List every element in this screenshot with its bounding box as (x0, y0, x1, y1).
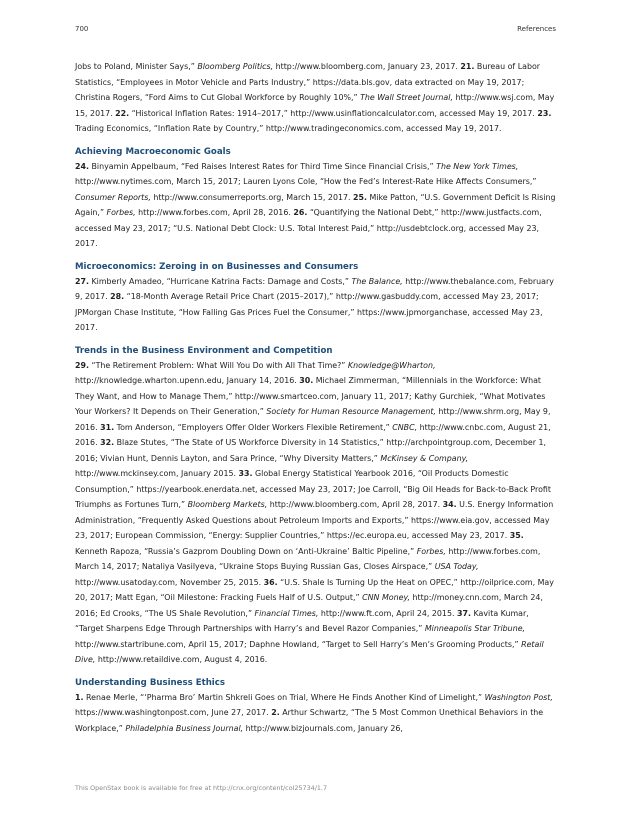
publication-title: Consumer Reports, (75, 192, 151, 202)
reference-text: “U.S. Shale Is Turning Up the Heat on OPEC,” http://oilprice.com, May 20, 2017; Matt Egan, “Oil Milestone: Fracking Fuels Half of U.S. Output,” (75, 577, 554, 602)
publication-title: McKinsey & Company, (380, 453, 469, 463)
reference-section (75, 345, 556, 668)
reference-text: Kenneth Rapoza, “Russia’s Gazprom Doubling Down on ‘Anti-Ukraine’ Baltic Pipeline,” (75, 546, 417, 556)
section-heading: Achieving Macroeconomic Goals (75, 146, 231, 157)
section-heading: Understanding Business Ethics (75, 677, 225, 688)
reference-text: http://www.mckinsey.com, January 2015. (75, 469, 239, 478)
publication-title: Retail Dive, (75, 639, 544, 664)
reference-text: Kavita Kumar, “Target Sharpens Edge Through Partnerships with Harry’s and Bevel Razor Companies,” (75, 608, 529, 633)
reference-text: “The Retirement Problem: What Will You Do with All That Time?” (88, 360, 348, 370)
reference-text: http://www.nytimes.com, March 15, 2017; Lauren Lyons Cole, “How the Fed’s Interest-Rate Hike Affects Consumers,” (75, 177, 537, 186)
reference-text: Renae Merle, “‘Pharma Bro’ Martin Shkreli Goes on Trial, Where He Finds Another Kind of Limelight,” (83, 692, 485, 702)
reference-text: http://www.usatoday.com, November 25, 2015. (75, 577, 264, 587)
reference-text: Blaze Stutes, “The State of US Workforce Diversity in 14 Statistics,” http://archpointgroup.com, December 1, 2016; Vivian Hunt, Dennis Layton, and Sara Prince, “Why Diversity Matters,” (75, 438, 546, 463)
reference-number: 35. (509, 531, 524, 540)
reference-number: 23. (537, 108, 552, 118)
reference-text: http://www.thebalance.com, February 9, 2017. (75, 276, 554, 301)
publication-title: Forbes, (416, 546, 446, 556)
reference-text: Mike Patton, “U.S. Government Deficit Is Rising Again,” (75, 192, 556, 217)
reference-text: Tom Anderson, “Employers Offer Older Workers Flexible Retirement,” (114, 422, 393, 432)
reference-number: 25. (353, 192, 368, 202)
section-paragraph (75, 690, 556, 737)
reference-text: http://www.consumerreports.org, March 15, 2017. (150, 192, 354, 202)
reference-number: 34. (442, 500, 457, 509)
reference-text: http://www.bizjournals.com, January 26, (243, 723, 403, 733)
reference-number: 27. (75, 276, 89, 286)
reference-number: 31. (100, 422, 115, 432)
publication-title: Forbes, (106, 208, 136, 217)
reference-number: 2. (271, 708, 280, 717)
footer-note: This OpenStax book is available for free at http://cnx.org/content/col25734/1.7 (75, 784, 328, 792)
publication-title: The Balance, (351, 276, 403, 286)
references-body (75, 59, 556, 736)
section-heading: Trends in the Business Environment and Competition (75, 345, 333, 356)
reference-number: 37. (457, 608, 471, 618)
publication-title: Minneapolis Star Tribune, (424, 624, 526, 633)
reference-text: http://www.ft.com, April 24, 2015. (318, 608, 457, 618)
reference-number: 22. (115, 108, 130, 118)
reference-text: http://www.bloomberg.com, April 28, 2017. (267, 500, 443, 509)
reference-text: http://www.wsj.com, May 15, 2017. (75, 93, 555, 118)
publication-title: Bloomberg Politics, (197, 62, 274, 71)
reference-number: 36. (263, 577, 278, 587)
reference-text: https://www.washingtonpost.com, June 27, 2017. (75, 708, 272, 717)
publication-title: CNBC, (392, 422, 418, 432)
publication-title: Financial Times, (254, 608, 319, 618)
reference-number: 1. (75, 692, 84, 702)
publication-title: Washington Post, (484, 692, 553, 702)
reference-text: Arthur Schwartz, “The 5 Most Common Unethical Behaviors in the Workplace,” (75, 708, 544, 733)
reference-text: http://www.shrm.org, May 9, 2016. (75, 407, 551, 432)
reference-text: Jobs to Poland, Minister Says,” (75, 62, 198, 71)
publication-title: Bloomberg Markets, (187, 500, 268, 509)
publication-title: CNN Money, (362, 593, 411, 602)
reference-text: http://knowledge.wharton.upenn.edu, January 14, 2016. (75, 376, 300, 385)
publication-title: Philadelphia Business Journal, (125, 723, 244, 733)
reference-text: Michael Zimmerman, “Millennials in the Workforce: What They Want, and How to Manage Them,” http://www.smartceo.com, January 11, 2017; Kathy Gurchiek, “What Motivates Your Workers? It Depends on Their Generation,” (75, 376, 546, 416)
reference-text: Global Energy Statistical Yearbook 2016, “Oil Products Domestic Consumption,” https://yearbook.enerdata.net, accessed May 23, 2017; Joe Carroll, “Big Oil Heads for Back-to-Back Profit Triumphs as Fortunes Turn,” (75, 469, 551, 509)
reference-text: http://www.forbes.com, March 14, 2017; Nataliya Vasilyeva, “Ukraine Stops Buying Russian Gas, Closes Airspace,” (75, 546, 541, 571)
reference-text: Kimberly Amadeo, “Hurricane Katrina Facts: Damage and Costs,” (88, 276, 352, 286)
reference-number: 21. (460, 62, 475, 71)
reference-text: http://www.cnbc.com, August 21, 2016. (75, 422, 551, 447)
publication-title: USA Today, (434, 562, 479, 571)
section-paragraph (75, 159, 556, 252)
reference-number: 29. (75, 360, 89, 370)
reference-section (75, 146, 556, 252)
reference-text: http://money.cnn.com, March 24, 2016; Ed Crooks, “The US Shale Revolution,” (75, 593, 543, 618)
reference-number: 24. (75, 161, 89, 171)
publication-title: The Wall Street Journal, (360, 93, 453, 102)
reference-number: 33. (238, 469, 253, 478)
reference-number: 26. (293, 208, 308, 217)
reference-text: Binyamin Appelbaum, “Fed Raises Interest Rates for Third Time Since Financial Crisis,” (88, 161, 437, 171)
reference-text: Bureau of Labor Statistics, “Employees in Motor Vehicle and Parts Industry,” https://data.bls.gov, data extracted on May 19, 2017; Christina Rogers, “Ford Aims to Cut Global Workforce by Roughly 10%,” (75, 62, 541, 102)
reference-section (75, 261, 556, 336)
reference-text: http://www.startribune.com, April 15, 2017; Daphne Howland, “Target to Sell Harry’s Men’s Grooming Products,” (75, 639, 522, 649)
publication-title: Knowledge@Wharton, (347, 360, 436, 370)
reference-text: “Historical Inflation Rates: 1914–2017,” http://www.usinflationcalculator.com, accessed May 19, 2017. (129, 108, 538, 118)
reference-text: http://www.bloomberg.com, January 23, 2017. (273, 62, 461, 71)
publication-title: The New York Times, (436, 161, 519, 171)
reference-number: 30. (299, 376, 314, 385)
sections (75, 146, 556, 737)
intro-paragraph (75, 59, 556, 137)
reference-text: Trading Economics, “Inflation Rate by Country,” http://www.tradingeconomics.com, accessed May 19, 2017. (75, 124, 502, 133)
reference-text: http://www.forbes.com, April 28, 2016. (135, 208, 294, 217)
reference-number: 28. (110, 292, 125, 301)
reference-text: U.S. Energy Information Administration, “Frequently Asked Questions about Petroleum Imports and Exports,” https://www.eia.gov, accessed May 23, 2017; European Commission, “Energy: Supplier Countries,” https://ec.europa.eu, accessed May 23, 2017. (75, 500, 554, 540)
running-title: References (517, 25, 556, 33)
reference-section (75, 677, 556, 737)
section-paragraph (75, 274, 556, 336)
reference-text: “18-Month Average Retail Price Chart (2015–2017),” http://www.gasbuddy.com, accessed May 23, 2017; JPMorgan Chase Institute, “How Falling Gas Prices Fuel the Consumer,” https://www.jpmorganchase, accessed May 23, 2017. (75, 292, 543, 332)
reference-number: 32. (100, 438, 115, 447)
reference-text: http://www.retaildive.com, August 4, 2016. (95, 655, 268, 664)
section-paragraph (75, 358, 556, 668)
publication-title: Society for Human Resource Management, (266, 407, 436, 416)
page-number: 700 (75, 25, 89, 33)
reference-text: “Quantifying the National Debt,” http://www.justfacts.com, accessed May 23, 2017; “U.S. National Debt Clock: U.S. Total Interest Paid,” http://usdebtclock.org, accessed May 23, 2017. (75, 208, 542, 248)
section-heading: Microeconomics: Zeroing in on Businesses and Consumers (75, 261, 359, 272)
